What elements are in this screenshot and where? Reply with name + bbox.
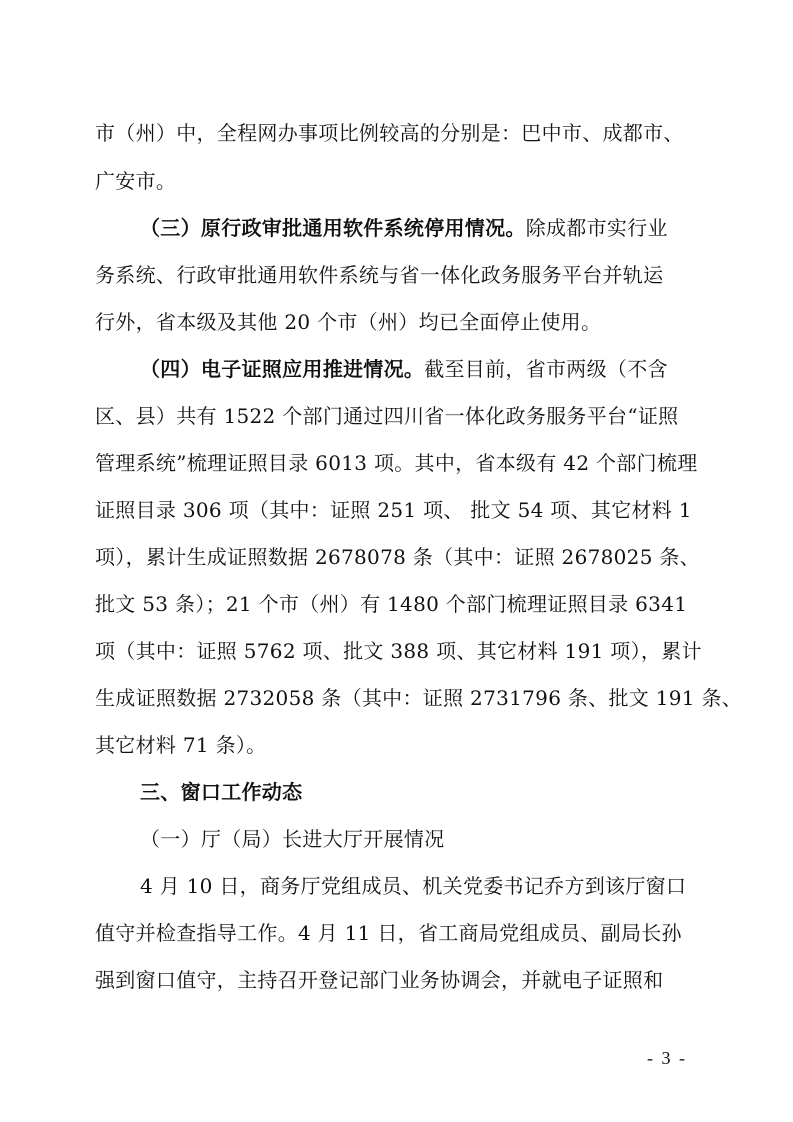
body-line-17: 4 月 10 日，商务厅党组成员、机关党委书记乔方到该厅窗口 bbox=[140, 874, 687, 898]
subsection-heading-hall-visits: （一）厅（局）长进大厅开展情况 bbox=[140, 827, 445, 851]
body-line-18: 值守并检查指导工作。4 月 11 日，省工商局党组成员、副局长孙 bbox=[95, 921, 682, 945]
body-line-1: 市（州）中，全程网办事项比例较高的分别是：巴中市、成都市、 bbox=[95, 121, 684, 145]
section-4-heading: （四）电子证照应用推进情况。 bbox=[140, 357, 425, 381]
body-line-5: 行外，省本级及其他 20 个市（州）均已全面停止使用。 bbox=[95, 310, 602, 334]
body-line-8: 管理系统”梳理证照目录 6013 项。其中，省本级有 42 个部门梳理 bbox=[95, 451, 698, 475]
body-line-10: 项），累计生成证照数据 2678078 条（其中：证照 2678025 条、 bbox=[95, 545, 700, 569]
body-line-11: 批文 53 条）；21 个市（州）有 1480 个部门梳理证照目录 6341 bbox=[95, 592, 688, 616]
page-number: - 3 - bbox=[647, 1048, 687, 1068]
section-3-heading: （三）原行政审批通用软件系统停用情况。 bbox=[140, 216, 526, 240]
body-line-2: 广安市。 bbox=[95, 169, 177, 193]
section-3-text: 除成都市实行业 bbox=[525, 216, 668, 240]
body-line-7: 区、县）共有 1522 个部门通过四川省一体化政务服务平台“证照 bbox=[95, 404, 679, 428]
section-3-paragraph-line-1 bbox=[140, 212, 705, 244]
section-4-paragraph-line-1 bbox=[140, 353, 705, 385]
body-line-4: 务系统、行政审批通用软件系统与省一体化政务服务平台并轨运 bbox=[95, 263, 664, 287]
body-line-12: 项（其中：证照 5762 项、批文 388 项、其它材料 191 项），累计 bbox=[95, 639, 702, 663]
body-line-19: 强到窗口值守，主持召开登记部门业务协调会，并就电子证照和 bbox=[95, 968, 664, 992]
body-line-14: 其它材料 71 条）。 bbox=[95, 733, 267, 757]
section-heading-window-work: 三、窗口工作动态 bbox=[140, 780, 303, 804]
body-line-13: 生成证照数据 2732058 条（其中：证照 2731796 条、批文 191 条、 bbox=[95, 686, 743, 710]
section-4-text: 截至目前，省市两级（不含 bbox=[424, 357, 668, 381]
body-line-9: 证照目录 306 项（其中：证照 251 项、 批文 54 项、其它材料 1 bbox=[95, 498, 692, 522]
